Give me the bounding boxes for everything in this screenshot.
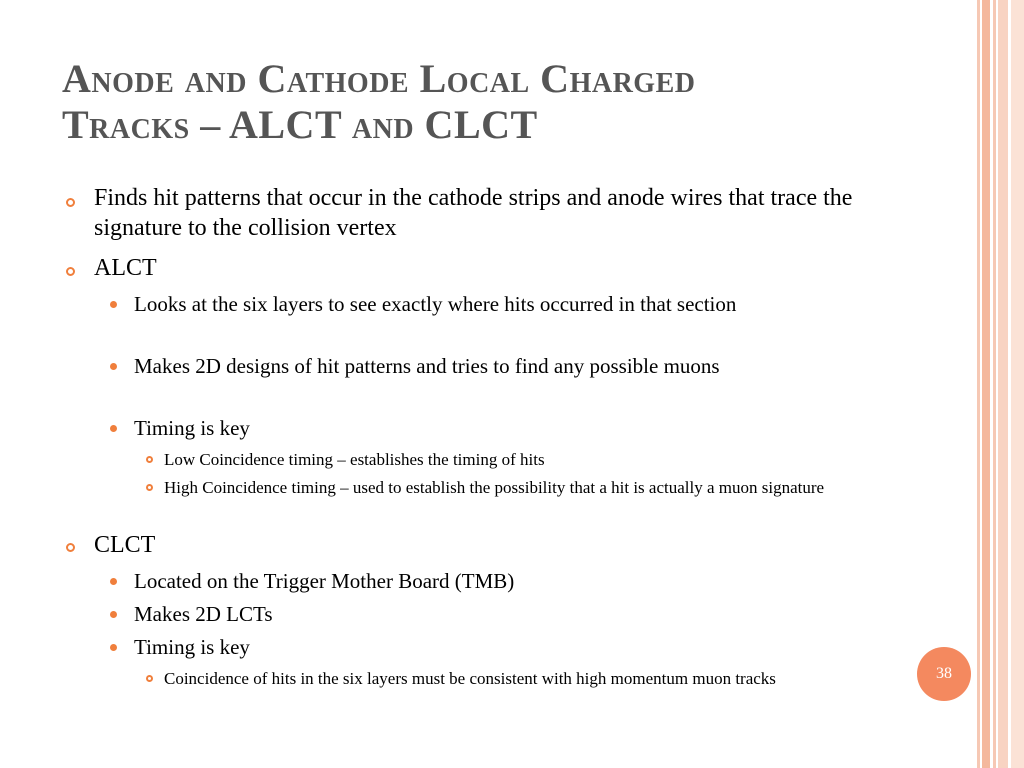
- bullet-dot-icon: [110, 611, 117, 618]
- bullet-ring-icon: [66, 543, 75, 552]
- bullet-text: Finds hit patterns that occur in the cathode strips and anode wires that trace the signature to the collision vertex: [94, 185, 853, 241]
- bullet-dot-icon: [110, 578, 117, 585]
- decorative-stripe: [998, 0, 1008, 768]
- sub-bullet-text: Looks at the six layers to see exactly where hits occurred in that section: [134, 292, 737, 316]
- bullet-text: CLCT: [94, 532, 156, 558]
- bullet-ring-icon: [146, 456, 153, 463]
- bullet-dot-icon: [110, 363, 117, 370]
- slide-title: [62, 56, 942, 148]
- bullet-dot-icon: [110, 301, 117, 308]
- bullet-ring-icon: [146, 675, 153, 682]
- decorative-stripe: [993, 0, 996, 768]
- bullet-ring-icon: [66, 198, 75, 207]
- sub-bullet-text: Located on the Trigger Mother Board (TMB): [134, 569, 515, 593]
- sub-bullet-text: Makes 2D LCTs: [134, 602, 273, 626]
- bullet-ring-icon: [146, 484, 153, 491]
- decorative-stripe: [977, 0, 980, 768]
- sub-sub-bullet-text: Coincidence of hits in the six layers must be consistent with high momentum muon tracks: [164, 669, 776, 688]
- bullet-text: ALCT: [94, 255, 157, 281]
- sub-sub-bullet-text: Low Coincidence timing – establishes the timing of hits: [164, 450, 545, 469]
- slide-title-line-2: Tracks – ALCT and CLCT: [62, 102, 538, 147]
- sub-bullet-text: Makes 2D designs of hit patterns and tries to find any possible muons: [134, 354, 720, 378]
- sub-bullet-text: Timing is key: [134, 635, 250, 659]
- decorative-stripe: [1011, 0, 1024, 768]
- sub-sub-bullet-text: High Coincidence timing – used to establish the possibility that a hit is actually a muon signature: [164, 478, 825, 497]
- decorative-stripe: [982, 0, 990, 768]
- page-number-badge: 38: [917, 647, 971, 701]
- bullet-ring-icon: [66, 267, 75, 276]
- sub-bullet-text: Timing is key: [134, 416, 250, 440]
- slide-title-line-1: Anode and Cathode Local Charged: [62, 56, 696, 101]
- bullet-dot-icon: [110, 425, 117, 432]
- bullet-dot-icon: [110, 644, 117, 651]
